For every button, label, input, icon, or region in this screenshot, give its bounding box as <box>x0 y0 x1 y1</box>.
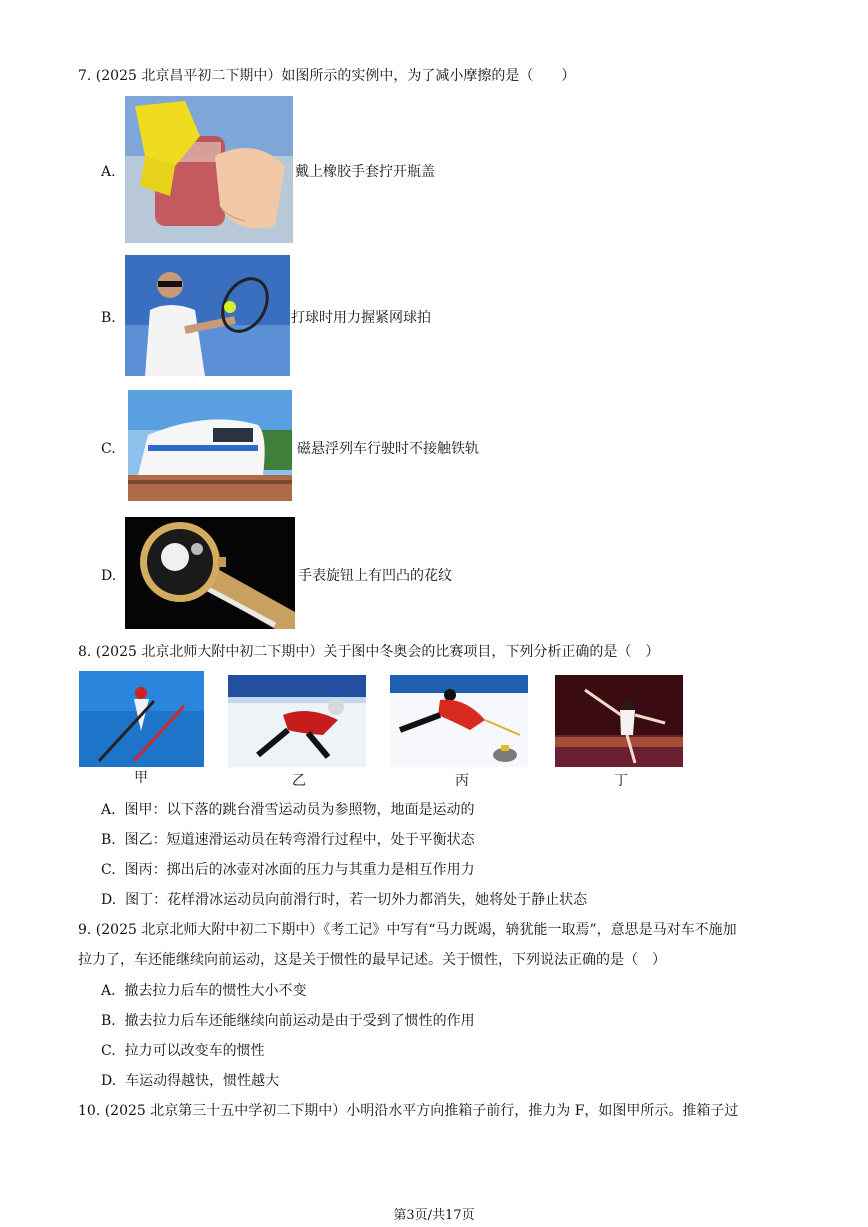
q9-option-c-text: 拉力可以改变车的惯性 <box>124 1043 265 1059</box>
rubber-glove-jar-photo <box>125 96 293 243</box>
ski-jump-photo <box>79 671 204 767</box>
q9-option-a <box>101 981 306 1001</box>
q7-option-c-letter: C. <box>101 441 116 457</box>
q7-option-a-text: 戴上橡胶手套拧开瓶盖 <box>295 164 435 180</box>
wristwatch-photo <box>125 517 295 629</box>
q9-option-d-text: 车运动得越快，惯性越大 <box>125 1073 280 1089</box>
q8-option-a-text: 图甲：以下落的跳台滑雪运动员为参照物，地面是运动的 <box>124 802 475 818</box>
q8-option-a <box>101 800 474 820</box>
q7-option-d-text: 手表旋钮上有凹凸的花纹 <box>298 568 452 584</box>
q8-option-c-letter: C. <box>101 862 116 878</box>
q9-stem-line2: 拉力了，车还能继续向前运动，这是关于惯性的最早记述。关于惯性，下列说法正确的是（ ） <box>78 952 666 968</box>
q9-option-d <box>101 1071 279 1091</box>
q8-option-d <box>101 890 587 910</box>
q8-caption-jia: 甲 <box>134 770 148 786</box>
tennis-player-photo <box>125 255 290 376</box>
maglev-train-photo <box>128 390 292 501</box>
q8-option-b <box>101 830 475 850</box>
q8-option-b-letter: B. <box>101 832 116 848</box>
q7-option-a-letter: A. <box>101 164 116 180</box>
q9-option-d-letter: D. <box>101 1073 117 1089</box>
q8-option-c <box>101 860 475 880</box>
q8-option-b-text: 图乙：短道速滑运动员在转弯滑行过程中，处于平衡状态 <box>124 832 475 848</box>
q8-option-a-letter: A. <box>101 802 116 818</box>
figure-skating-photo <box>555 675 683 767</box>
q9-option-c <box>101 1041 265 1061</box>
speed-skating-photo <box>228 675 366 767</box>
q8-stem: 8. (2025 北京北师大附中初二下期中）关于图中冬奥会的比赛项目，下列分析正确的是（ ） <box>78 644 660 660</box>
q9-option-c-letter: C. <box>101 1043 116 1059</box>
q7-stem: 7. (2025 北京昌平初二下期中）如图所示的实例中，为了减小摩擦的是（ ） <box>78 68 576 84</box>
q9-option-a-letter: A. <box>101 983 116 999</box>
q8-caption-ding: 丁 <box>614 773 628 789</box>
q7-option-d-letter: D. <box>101 568 117 584</box>
q8-option-d-text: 图丁：花样滑冰运动员向前滑行时，若一切外力都消失，她将处于静止状态 <box>125 892 588 908</box>
q9-option-b-text: 撤去拉力后车还能继续向前运动是由于受到了惯性的作用 <box>124 1013 475 1029</box>
q7-option-b-letter: B. <box>101 310 116 326</box>
q8-caption-yi: 乙 <box>292 773 306 789</box>
curling-photo <box>390 675 528 767</box>
page-number: 第3页/共17页 <box>393 1208 475 1223</box>
q10-stem: 10. (2025 北京第三十五中学初二下期中）小明沿水平方向推箱子前行，推力为 F，如图甲所示。推箱子过 <box>78 1103 739 1119</box>
q9-stem-line1: 9. (2025 北京北师大附中初二下期中）《考工记》中写有“马力既竭，辀犹能一取焉”，意思是马对车不施加 <box>78 922 737 938</box>
q7-option-b-text: 打球时用力握紧网球拍 <box>291 310 431 326</box>
q9-option-b-letter: B. <box>101 1013 116 1029</box>
q9-option-a-text: 撤去拉力后车的惯性大小不变 <box>124 983 307 999</box>
q7-option-c-text: 磁悬浮列车行驶时不接触铁轨 <box>297 441 479 457</box>
q8-caption-bing: 丙 <box>455 773 469 789</box>
q8-option-c-text: 图丙：掷出后的冰壶对冰面的压力与其重力是相互作用力 <box>124 862 475 878</box>
q9-option-b <box>101 1011 475 1031</box>
q8-option-d-letter: D. <box>101 892 117 908</box>
